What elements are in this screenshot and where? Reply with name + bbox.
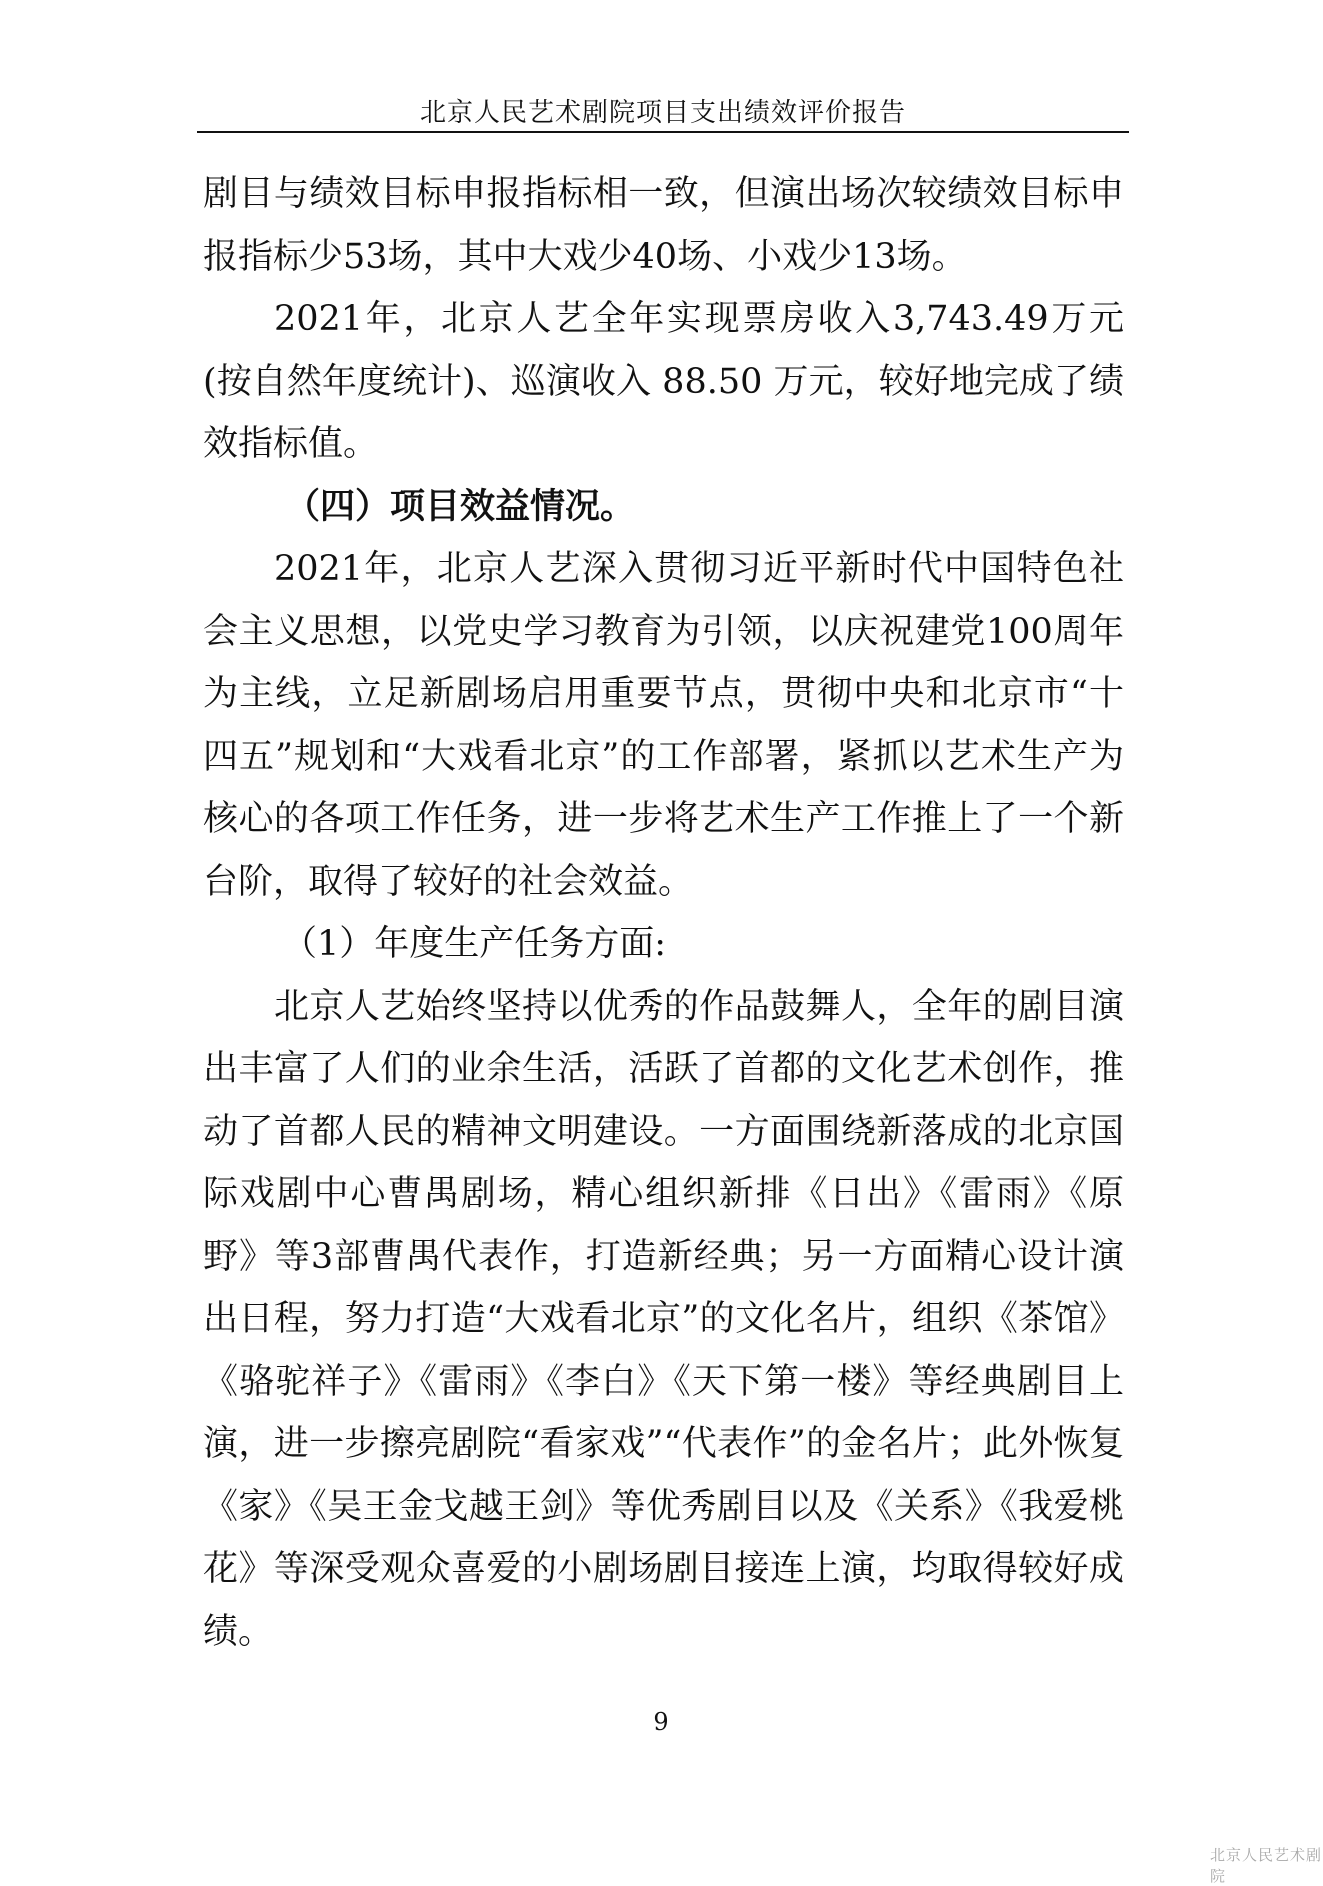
watermark-stamp: 北京人民艺术剧院	[1210, 1846, 1323, 1885]
paragraph-3: 2021年，北京人艺深入贯彻习近平新时代中国特色社会主义思想，以党史学习教育为引领，以庆祝建党100周年为主线，立足新剧场启用重要节点，贯彻中央和北京市“十四五”规划和“大戏看北京”的工作部署，紧抓以艺术生产为核心的各项工作任务，进一步将艺术生产工作推上了一个新台阶，取得了较好的社会效益。	[203, 549, 1124, 902]
document-body	[203, 163, 1124, 1663]
paragraph-2: 2021年，北京人艺全年实现票房收入3,743.49万元(按自然年度统计)、巡演收入 88.50 万元，较好地完成了绩效指标值。	[203, 299, 1124, 464]
subheading-1: （1）年度生产任务方面:	[282, 924, 667, 964]
page-number: 9	[653, 1708, 669, 1736]
section-heading-4: （四）项目效益情况。	[285, 485, 636, 527]
header-divider	[197, 131, 1129, 133]
paragraph-1: 剧目与绩效目标申报指标相一致，但演出场次较绩效目标申报指标少53场，其中大戏少40场、小戏少13场。	[203, 174, 1124, 277]
paragraph-4: 北京人艺始终坚持以优秀的作品鼓舞人，全年的剧目演出丰富了人们的业余生活，活跃了首都的文化艺术创作，推动了首都人民的精神文明建设。一方面围绕新落成的北京国际戏剧中心曹禺剧场，精心组织新排《日出》《雷雨》《原野》等3部曹禺代表作，打造新经典；另一方面精心设计演出日程，努力打造“大戏看北京”的文化名片，组织《茶馆》《骆驼祥子》《雷雨》《李白》《天下第一楼》等经典剧目上演，进一步擦亮剧院“看家戏”“代表作”的金名片；此外恢复《家》《吴王金戈越王剑》等优秀剧目以及《关系》《我爱桃花》等深受观众喜爱的小剧场剧目接连上演，均取得较好成绩。	[203, 986, 1124, 1652]
page-header-title: 北京人民艺术剧院项目支出绩效评价报告	[419, 98, 906, 128]
